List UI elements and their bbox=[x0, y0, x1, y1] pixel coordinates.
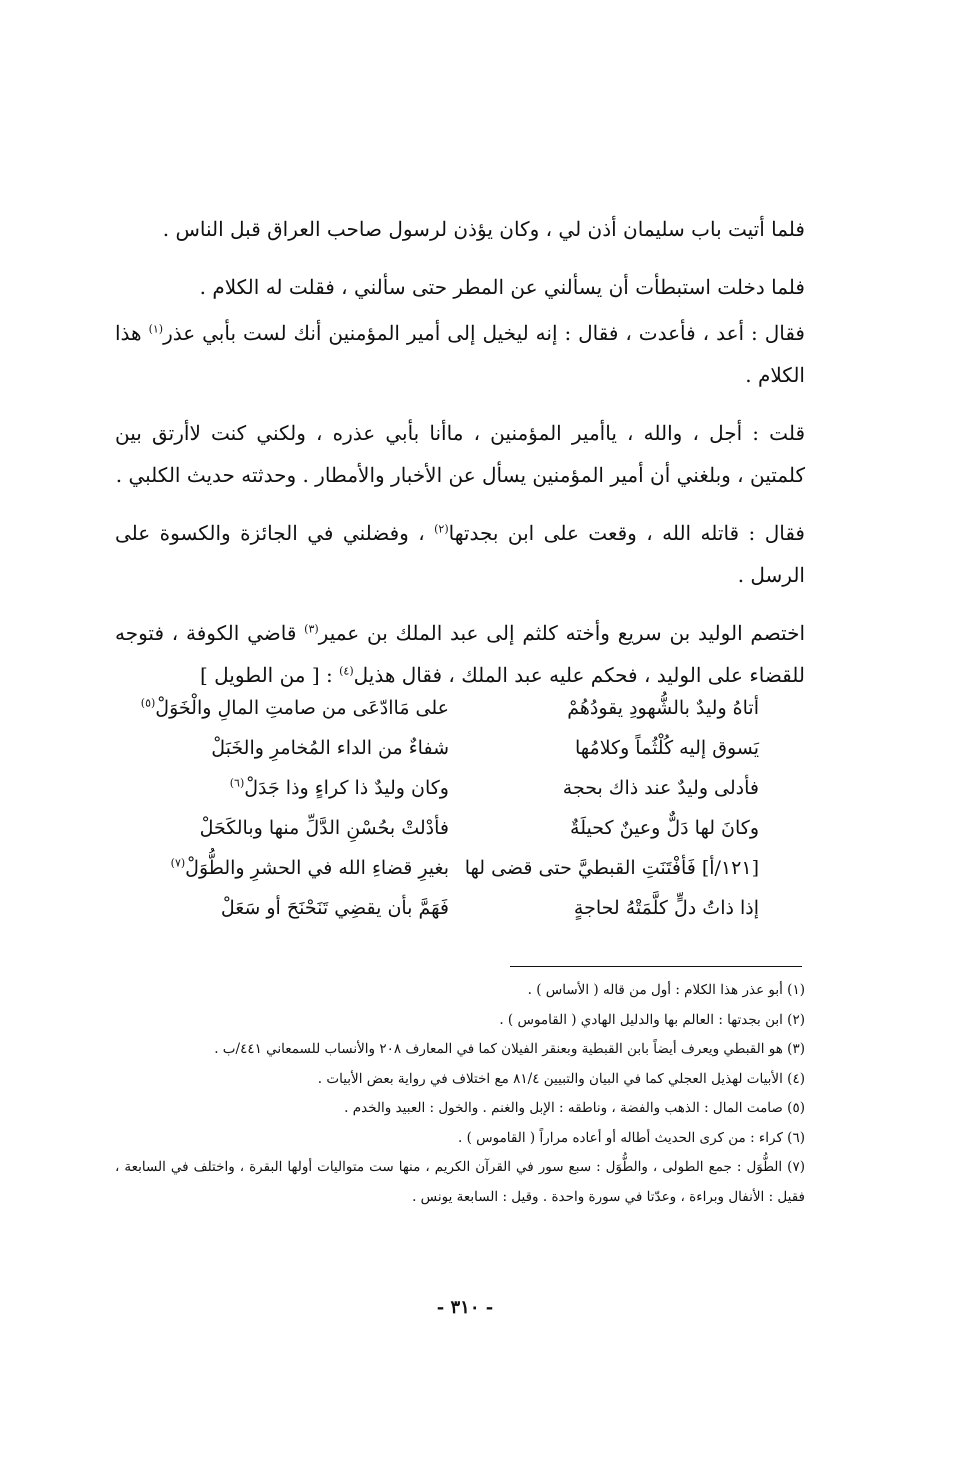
verse-first-hemistich: إذا ذاتُ دلٍّ كلَّمَتْهُ لحاجةٍ bbox=[573, 897, 759, 919]
footnote-marker: (٣) bbox=[304, 622, 319, 636]
poem-verses bbox=[140, 688, 759, 928]
paragraph bbox=[115, 266, 805, 308]
verse-line bbox=[169, 808, 759, 848]
footnote-item: (٥) صامت المال : الذهب والفضة ، وناطقه : الإبل والغنم . والخول : العبيد والخدم . bbox=[344, 1100, 805, 1116]
footnote-marker: (٥) bbox=[140, 696, 156, 710]
text-segment: فلما أتيت باب سليمان أذن لي ، وكان يؤذن لرسول صاحب العراق قبل الناس . bbox=[162, 217, 805, 241]
verse-first-hemistich: فأدلى وليدٌ عند ذاك بحجة bbox=[562, 777, 759, 799]
verse-line bbox=[140, 688, 759, 728]
hemistich-text: وكان وليدٌ ذا كراءٍ وذا جَدَلْ bbox=[244, 777, 449, 799]
footnote-marker: (٢) bbox=[434, 522, 449, 536]
paragraph bbox=[115, 512, 805, 596]
footnote-marker: (٦) bbox=[229, 776, 245, 790]
footnote-item: (٤) الأبيات لهذيل العجلي كما في البيان والتبيين ٨١/٤ مع اختلاف في رواية بعض الأبيات . bbox=[317, 1070, 805, 1087]
page-number: - ٣١٠ - bbox=[436, 1297, 494, 1318]
verse-first-hemistich: [١٢١/أ] فَأفْتَنَتِ القبطيَّ حتى قضى لها bbox=[464, 857, 759, 879]
footnote-item: (٢) ابن بجدتها : العالم بها والدليل الهادي ( القاموس ) . bbox=[499, 1011, 805, 1028]
hemistich-text: بغيرِ قضاءِ الله في الحشرِ والطُّوَلْ bbox=[185, 857, 449, 879]
footnote-item: (١) أبو عذر هذا الكلام : أول من قاله ( الأساس ) . bbox=[527, 982, 805, 998]
text-segment: قاضي الكوفة ، فتوجه للقضاء على الوليد ، فحكم عليه عبد الملك ، فقال هذيل bbox=[115, 621, 805, 687]
paragraph bbox=[115, 208, 805, 250]
verse-line bbox=[169, 768, 759, 808]
text-segment: فقال : أعد ، فأعدت ، فقال : إنه ليخيل إلى أمير المؤمنين أنك لست بأبي عذر bbox=[163, 321, 805, 345]
footnote-separator bbox=[510, 966, 802, 967]
verse-line bbox=[169, 728, 759, 768]
footnote-marker: (٧) bbox=[170, 856, 186, 870]
hemistich-text: شفاءٌ من الداء المُخامرِ والخَبَلْ bbox=[211, 737, 449, 759]
verse-second-hemistich bbox=[169, 888, 449, 928]
verse-line bbox=[169, 888, 759, 928]
footnotes bbox=[115, 976, 805, 1212]
text-segment: ، وفضلني في الجائزة والكسوة على الرسل . bbox=[115, 521, 805, 587]
verse-second-hemistich bbox=[169, 848, 449, 888]
footnote-marker: (٤) bbox=[339, 664, 354, 678]
text-segment: فقال : قاتله الله ، وقعت على ابن بجدتها bbox=[448, 521, 805, 545]
footnote-item: (٣) هو القبطي ويعرف أيضاً بابن القبطية وبعنقر الفيلان كما في المعارف ٢٠٨ والأنساب للسمعاني ٤٤١/ب . bbox=[214, 1041, 805, 1057]
main-text bbox=[115, 208, 805, 712]
verse-line bbox=[169, 848, 759, 888]
paragraph bbox=[115, 412, 805, 496]
verse-second-hemistich bbox=[140, 688, 449, 728]
footnote-marker: (١) bbox=[148, 322, 164, 336]
footnote-item: (٦) كراء : من كرى الحديث أطاله أو أعاده مراراً ( القاموس ) . bbox=[457, 1129, 805, 1146]
verse-second-hemistich bbox=[169, 768, 449, 808]
text-segment: فلما دخلت استبطأت أن يسألني عن المطر حتى سألني ، فقلت له الكلام . bbox=[199, 275, 805, 299]
verse-second-hemistich bbox=[169, 808, 449, 848]
verse-first-hemistich: أتاهُ وليدٌ بالشُّهودِ يقودُهُمْ bbox=[567, 697, 759, 719]
text-segment: : [ من الطويل ] bbox=[199, 663, 340, 687]
verse-first-hemistich: يَسوق إليه كُلْثُماً وكلامُها bbox=[574, 737, 759, 759]
footnote-item: (٧) الطُّوَل : جمع الطولى ، والطُّوَل : سبع سور في القرآن الكريم ، منها ست متواليات أولها البقرة ، واختلف في السابعة ، فقيل : الأنفال وبراءة ، وعدّتا في سورة واحدة . وقيل : السابعة يونس . bbox=[115, 1159, 805, 1205]
hemistich-text: على مَاادّعَى من صامتِ المالِ والْخَوَلْ bbox=[155, 697, 449, 719]
paragraph bbox=[115, 612, 805, 696]
hemistich-text: فأدْلتْ بحُسْنِ الدَّلِّ منها وبالكَحَلْ bbox=[199, 817, 449, 839]
text-segment: قلت : أجل ، والله ، ياأمير المؤمنين ، ماأنا بأبي عذره ، ولكني كنت لاأرتق بين كلمتين ، وبلغني أن أمير المؤمنين يسأل عن الأخبار والأمطار . وحدثته حديث الكلبي . bbox=[115, 421, 805, 487]
verse-first-hemistich: وكانَ لها دَلٌّ وعينٌ كحيلَةٌ bbox=[570, 817, 759, 839]
verse-second-hemistich bbox=[169, 728, 449, 768]
paragraph bbox=[115, 312, 805, 396]
text-segment: هذا الكلام . bbox=[115, 321, 805, 387]
text-segment: اختصم الوليد بن سريع وأخته كلثم إلى عبد الملك بن عمير bbox=[318, 621, 806, 645]
hemistich-text: فَهَمَّ بأن يقضِي تَنَحْنَحَ أو سَعَلْ bbox=[220, 897, 449, 919]
